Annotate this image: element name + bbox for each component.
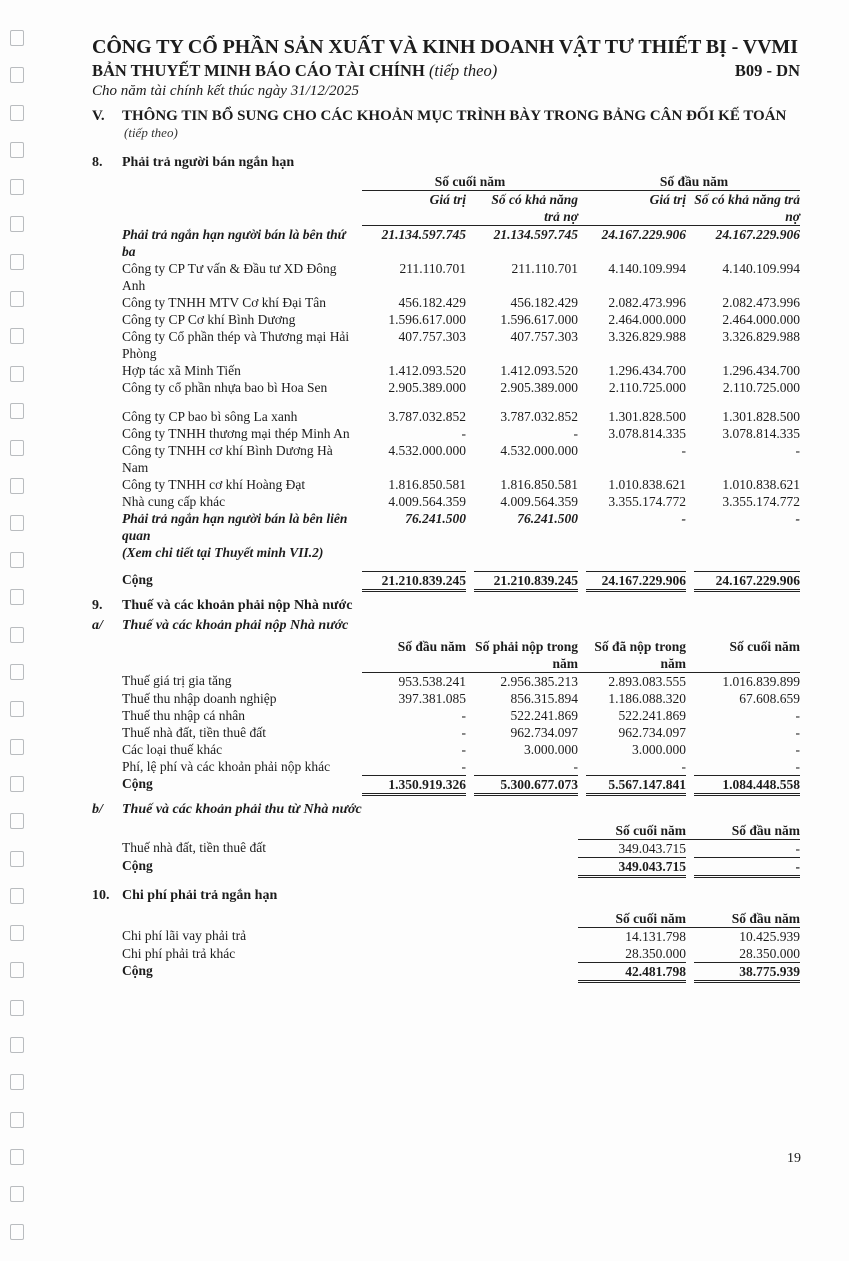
row-label: Nhà cung cấp khác <box>122 493 226 509</box>
row-value: 76.241.500 <box>517 510 578 526</box>
total-label: Cộng <box>122 571 153 587</box>
binding-hole <box>10 627 24 643</box>
total-value <box>686 962 800 983</box>
row-label: Công ty CP bao bì sông La xanh <box>122 408 298 424</box>
row-value: 1.816.850.581 <box>500 476 578 492</box>
row-value: - <box>795 707 800 723</box>
section-heading <box>92 108 800 125</box>
row-value: 1.412.093.520 <box>388 362 466 378</box>
table-row <box>122 690 800 707</box>
total-value <box>362 571 466 592</box>
binding-hole <box>10 776 24 792</box>
row-value: 1.596.617.000 <box>388 311 466 327</box>
table-row <box>122 672 800 690</box>
table-row <box>122 379 800 396</box>
row-value: 522.241.869 <box>618 707 686 723</box>
table-row <box>122 328 800 362</box>
table-row <box>122 724 800 741</box>
row-label: Công ty TNHH thương mại thép Minh An <box>122 425 350 441</box>
row-value: 211.110.701 <box>511 260 578 276</box>
table-row <box>122 741 800 758</box>
row-value: 407.757.303 <box>398 328 466 344</box>
row-label: Công ty Cổ phần thép và Thương mại Hải Phòng <box>122 328 350 361</box>
binding-holes <box>10 30 26 1261</box>
binding-hole <box>10 67 24 83</box>
binding-hole <box>10 142 24 158</box>
binding-hole <box>10 664 24 680</box>
row-value: 1.296.434.700 <box>608 362 686 378</box>
total-value-text: 349.043.715 <box>578 857 686 878</box>
total-label: Cộng <box>122 775 153 791</box>
col-header: Số có khả năng trả nợ <box>466 191 578 226</box>
row-value: 349.043.715 <box>618 840 686 856</box>
row-value: 4.140.109.994 <box>608 260 686 276</box>
binding-hole <box>10 813 24 829</box>
binding-hole <box>10 552 24 568</box>
row-value: 3.355.174.772 <box>608 493 686 509</box>
row-value: 14.131.798 <box>625 928 686 944</box>
row-value: 1.301.828.500 <box>608 408 686 424</box>
table-row <box>122 927 800 945</box>
col-header: Số phải nộp trong năm <box>466 638 578 673</box>
total-value <box>578 571 686 592</box>
group-header-end-year: Số cuối năm <box>362 173 578 191</box>
row-value: 3.000.000 <box>524 741 578 757</box>
col-header: Giá trị <box>362 191 466 226</box>
row-value: - <box>795 510 800 526</box>
row-value: 2.082.473.996 <box>722 294 800 310</box>
total-label: Cộng <box>122 962 153 978</box>
total-value <box>466 775 578 796</box>
row-value: 2.905.389.000 <box>500 379 578 395</box>
row-value: - <box>795 442 800 458</box>
spacer-row <box>122 561 800 571</box>
row-note: (Xem chi tiết tại Thuyết minh VII.2) <box>122 544 324 560</box>
report-title-row <box>92 61 800 81</box>
total-value-text: 5.567.147.841 <box>586 775 686 796</box>
row-value: 4.532.000.000 <box>388 442 466 458</box>
total-value <box>362 775 466 796</box>
table-row <box>122 294 800 311</box>
binding-hole <box>10 1149 24 1165</box>
binding-hole <box>10 851 24 867</box>
row-label: Công ty TNHH cơ khí Hoàng Đạt <box>122 476 306 492</box>
col-header: Số cuối năm <box>578 822 686 840</box>
row-value: 456.182.429 <box>510 294 578 310</box>
col-header: Số đã nộp trong năm <box>578 638 686 673</box>
table-row <box>122 945 800 962</box>
row-value: 2.110.725.000 <box>722 379 800 395</box>
row-value: 1.010.838.621 <box>722 476 800 492</box>
row-value: 28.350.000 <box>625 945 686 961</box>
note8-table <box>122 173 800 592</box>
row-label: Thuế thu nhập cá nhân <box>122 707 245 723</box>
binding-hole <box>10 739 24 755</box>
table-row <box>122 510 800 544</box>
binding-hole <box>10 962 24 978</box>
table-row <box>122 493 800 510</box>
table-row <box>122 396 800 425</box>
row-value: 1.816.850.581 <box>388 476 466 492</box>
note8-heading: 8. Phải trả người bán ngắn hạn <box>92 155 295 170</box>
row-value: 4.140.109.994 <box>722 260 800 276</box>
total-row <box>122 571 800 592</box>
row-value: 953.538.241 <box>398 673 466 689</box>
table-row-note <box>122 544 800 561</box>
table-row <box>122 758 800 775</box>
note10-table <box>122 910 800 983</box>
binding-hole <box>10 366 24 382</box>
row-label: Công ty TNHH MTV Cơ khí Đại Tân <box>122 294 327 310</box>
row-value: - <box>461 741 466 757</box>
row-value: 1.596.617.000 <box>500 311 578 327</box>
col-header: Số có khả năng trả nợ <box>686 191 800 226</box>
binding-hole <box>10 328 24 344</box>
total-label: Cộng <box>122 857 153 873</box>
row-value: 2.082.473.996 <box>608 294 686 310</box>
total-value <box>578 962 686 983</box>
total-row <box>122 857 800 878</box>
row-value: 2.956.385.213 <box>500 673 578 689</box>
row-value: 856.315.894 <box>510 690 578 706</box>
total-value-text: 5.300.677.073 <box>474 775 578 796</box>
row-value: 962.734.097 <box>510 724 578 740</box>
group-header-begin-year: Số đầu năm <box>578 173 800 191</box>
row-value: 10.425.939 <box>739 928 800 944</box>
row-value: - <box>461 758 466 774</box>
row-label: Phí, lệ phí và các khoản phải nộp khác <box>122 758 331 774</box>
row-value: - <box>795 840 800 856</box>
row-value: 3.078.814.335 <box>608 425 686 441</box>
row-value: 1.186.088.320 <box>608 690 686 706</box>
total-value <box>578 775 686 796</box>
row-label: Công ty cổ phần nhựa bao bì Hoa Sen <box>122 379 328 395</box>
table-row <box>122 226 800 260</box>
row-value: 1.301.828.500 <box>722 408 800 424</box>
row-label: Các loại thuế khác <box>122 741 223 757</box>
binding-hole <box>10 888 24 904</box>
total-value-text: 21.210.839.245 <box>362 571 466 592</box>
table-row <box>122 260 800 294</box>
row-value: 1.016.839.899 <box>722 673 800 689</box>
table-row <box>122 476 800 493</box>
row-label: Chi phí lãi vay phải trả <box>122 928 247 943</box>
binding-hole <box>10 30 24 46</box>
row-value: 3.355.174.772 <box>722 493 800 509</box>
binding-hole <box>10 1037 24 1053</box>
row-label: Thuế nhà đất, tiền thuê đất <box>122 724 266 740</box>
total-value-text: 24.167.229.906 <box>694 571 800 592</box>
col-header: Số cuối năm <box>578 910 686 928</box>
total-value-text: 42.481.798 <box>578 962 686 983</box>
total-value-text: 21.210.839.245 <box>474 571 578 592</box>
total-value <box>686 775 800 796</box>
row-value: 2.464.000.000 <box>722 311 800 327</box>
row-value: 4.009.564.359 <box>500 493 578 509</box>
total-value <box>466 571 578 592</box>
note9b-table <box>122 822 800 878</box>
row-value: 2.464.000.000 <box>608 311 686 327</box>
binding-hole <box>10 515 24 531</box>
row-value: 1.412.093.520 <box>500 362 578 378</box>
total-row <box>122 962 800 983</box>
binding-hole <box>10 701 24 717</box>
total-value <box>686 571 800 592</box>
row-value: - <box>573 758 578 774</box>
report-title: BẢN THUYẾT MINH BÁO CÁO TÀI CHÍNH (tiếp theo) <box>92 61 498 80</box>
row-value: - <box>681 758 686 774</box>
row-value: - <box>681 510 686 526</box>
total-value <box>578 857 686 878</box>
binding-hole <box>10 440 24 456</box>
row-value: 76.241.500 <box>405 510 466 526</box>
row-value: 3.326.829.988 <box>608 328 686 344</box>
table-row <box>122 362 800 379</box>
row-value: 21.134.597.745 <box>493 227 578 242</box>
total-row <box>122 775 800 796</box>
row-value: 962.734.097 <box>618 724 686 740</box>
total-value-text: - <box>694 857 800 878</box>
section-number: V. <box>92 108 105 124</box>
row-label: Phải trả ngắn hạn người bán là bên liên quan <box>122 510 348 543</box>
row-value: 4.532.000.000 <box>500 442 578 458</box>
row-value: 24.167.229.906 <box>715 227 800 242</box>
table-row <box>122 442 800 476</box>
binding-hole <box>10 1000 24 1016</box>
binding-hole <box>10 1112 24 1128</box>
row-value: 3.078.814.335 <box>722 425 800 441</box>
row-value: - <box>795 741 800 757</box>
page-number: 19 <box>787 1151 801 1166</box>
total-value-text: 24.167.229.906 <box>586 571 686 592</box>
row-label: Công ty CP Tư vấn & Đầu tư XD Đông Anh <box>122 260 337 293</box>
row-value: - <box>461 724 466 740</box>
binding-hole <box>10 291 24 307</box>
row-value: 1.010.838.621 <box>608 476 686 492</box>
row-value: - <box>573 425 578 441</box>
row-value: - <box>461 425 466 441</box>
section-title: THÔNG TIN BỔ SUNG CHO CÁC KHOẢN MỤC TRÌNH BÀY TRONG BẢNG CÂN ĐỐI KẾ TOÁN <box>122 108 787 124</box>
row-value: - <box>795 758 800 774</box>
binding-hole <box>10 478 24 494</box>
row-value: 3.787.032.852 <box>388 408 466 424</box>
col-header: Số đầu năm <box>686 910 800 928</box>
row-value: 522.241.869 <box>510 707 578 723</box>
row-value: 397.381.085 <box>398 690 466 706</box>
row-label: Hợp tác xã Minh Tiến <box>122 362 241 378</box>
binding-hole <box>10 1074 24 1090</box>
note9a-heading: a/ Thuế và các khoản phải nộp Nhà nước <box>92 617 349 633</box>
row-value: 3.787.032.852 <box>500 408 578 424</box>
row-label: Thuế thu nhập doanh nghiệp <box>122 690 277 706</box>
row-value: 407.757.303 <box>510 328 578 344</box>
row-label: Công ty TNHH cơ khí Bình Dương Hà Nam <box>122 442 333 475</box>
form-code: B09 - DN <box>734 61 800 80</box>
row-value: - <box>795 724 800 740</box>
col-header: Số cuối năm <box>686 638 800 673</box>
note9b-heading: b/ Thuế và các khoản phải thu từ Nhà nước <box>92 801 362 817</box>
row-value: 211.110.701 <box>399 260 466 276</box>
row-label: Chi phí phải trả khác <box>122 945 236 961</box>
table-row <box>122 425 800 442</box>
row-value: 3.326.829.988 <box>722 328 800 344</box>
section-suffix: (tiếp theo) <box>124 125 178 140</box>
row-value: 67.608.659 <box>739 690 800 706</box>
total-value-text: 1.350.919.326 <box>362 775 466 796</box>
row-value: 3.000.000 <box>632 741 686 757</box>
table-row <box>122 311 800 328</box>
document-page <box>92 36 800 983</box>
binding-hole <box>10 1224 24 1240</box>
col-header: Số đầu năm <box>686 822 800 840</box>
row-label: Công ty CP Cơ khí Bình Dương <box>122 311 296 327</box>
col-header: Số đầu năm <box>362 638 466 673</box>
table-row <box>122 707 800 724</box>
note9-heading: 9. Thuế và các khoản phải nộp Nhà nước <box>92 597 353 613</box>
binding-hole <box>10 105 24 121</box>
row-value: 2.905.389.000 <box>388 379 466 395</box>
row-value: 21.134.597.745 <box>381 227 466 242</box>
table-row <box>122 839 800 857</box>
note10-heading: 10. Chi phí phải trả ngắn hạn <box>92 887 278 903</box>
row-value: 2.893.083.555 <box>608 673 686 689</box>
company-name: CÔNG TY CỔ PHẦN SẢN XUẤT VÀ KINH DOANH VẬT TƯ THIẾT BỊ - VVMI <box>92 36 798 58</box>
total-value <box>686 857 800 878</box>
row-value: - <box>461 707 466 723</box>
binding-hole <box>10 179 24 195</box>
row-value: 456.182.429 <box>398 294 466 310</box>
binding-hole <box>10 925 24 941</box>
row-value: 1.296.434.700 <box>722 362 800 378</box>
row-label: Thuế giá trị gia tăng <box>122 673 232 688</box>
binding-hole <box>10 254 24 270</box>
total-value-text: 1.084.448.558 <box>694 775 800 796</box>
row-label: Thuế nhà đất, tiền thuê đất <box>122 840 266 855</box>
total-value-text: 38.775.939 <box>694 962 800 983</box>
binding-hole <box>10 216 24 232</box>
row-value: 24.167.229.906 <box>601 227 686 242</box>
row-value: - <box>681 442 686 458</box>
binding-hole <box>10 403 24 419</box>
row-value: 4.009.564.359 <box>388 493 466 509</box>
binding-hole <box>10 589 24 605</box>
report-period: Cho năm tài chính kết thúc ngày 31/12/2025 <box>92 83 360 99</box>
row-label: Phải trả ngắn hạn người bán là bên thứ ba <box>122 226 346 259</box>
col-header: Giá trị <box>578 191 686 226</box>
row-value: 2.110.725.000 <box>608 379 686 395</box>
note9a-table <box>122 638 800 796</box>
row-value: 28.350.000 <box>739 945 800 961</box>
